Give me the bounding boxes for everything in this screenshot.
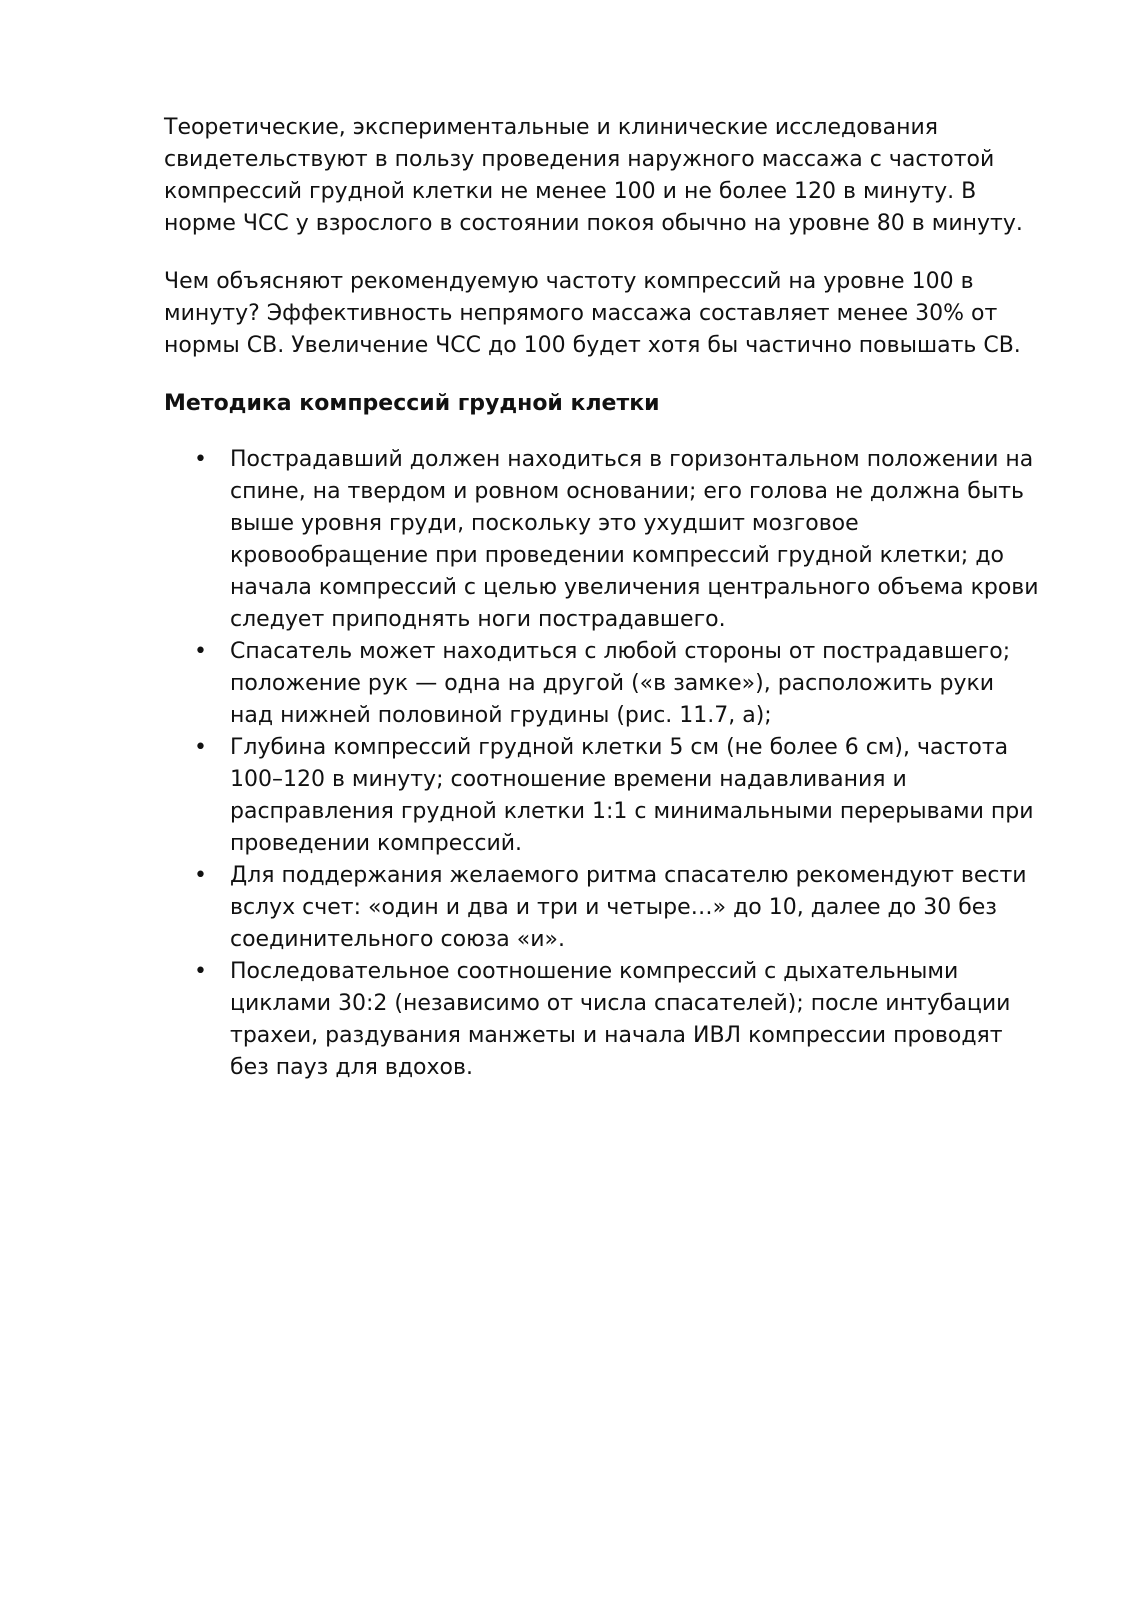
document-body xyxy=(164,112,1044,1084)
list-item: • Последовательное соотношение компрессий с дыхательными циклами 30:2 (независимо от числа спасателей); после интубации трахеи, раздувания манжеты и начала ИВЛ компрессии проводят без пауз для вдохов. xyxy=(164,956,1044,1084)
list-item: • Пострадавший должен находиться в горизонтальном положении на спине, на твердом и ровном основании; его голова не должна быть выше уровня груди, поскольку это ухудшит мозговое кровообращение при проведении компрессий грудной клетки; до начала компрессий с целью увеличения центрального объема крови следует приподнять ноги пострадавшего. xyxy=(164,444,1044,636)
technique-list xyxy=(164,444,1044,1084)
paragraph-research: Теоретические, экспериментальные и клинические исследования свидетельствуют в пользу проведения наружного массажа с частотой компрессий грудной клетки не менее 100 и не более 120 в минуту. В норме ЧСС у взрослого в состоянии покоя обычно на уровне 80 в минуту. xyxy=(164,115,1023,236)
list-item: • Для поддержания желаемого ритма спасателю рекомендуют вести вслух счет: «один и два и три и четыре…» до 10, далее до 30 без соединительного союза «и». xyxy=(164,860,1044,956)
paragraph-rationale: Чем объясняют рекомендуемую частоту компрессий на уровне 100 в минуту? Эффективность непрямого массажа составляет менее 30% от нормы СВ. Увеличение ЧСС до 100 будет хотя бы частично повышать СВ. xyxy=(164,269,1021,358)
list-item: • Спасатель может находиться с любой стороны от пострадавшего; положение рук — одна на другой («в замке»), расположить руки над нижней половиной грудины (рис. 11.7, а); xyxy=(164,636,1044,732)
section-heading: Методика компрессий грудной клетки xyxy=(164,391,660,416)
list-item: • Глубина компрессий грудной клетки 5 см (не более 6 см), частота 100–120 в минуту; соотношение времени надавливания и расправления грудной клетки 1:1 с минимальными перерывами при проведении компрессий. xyxy=(164,732,1044,860)
